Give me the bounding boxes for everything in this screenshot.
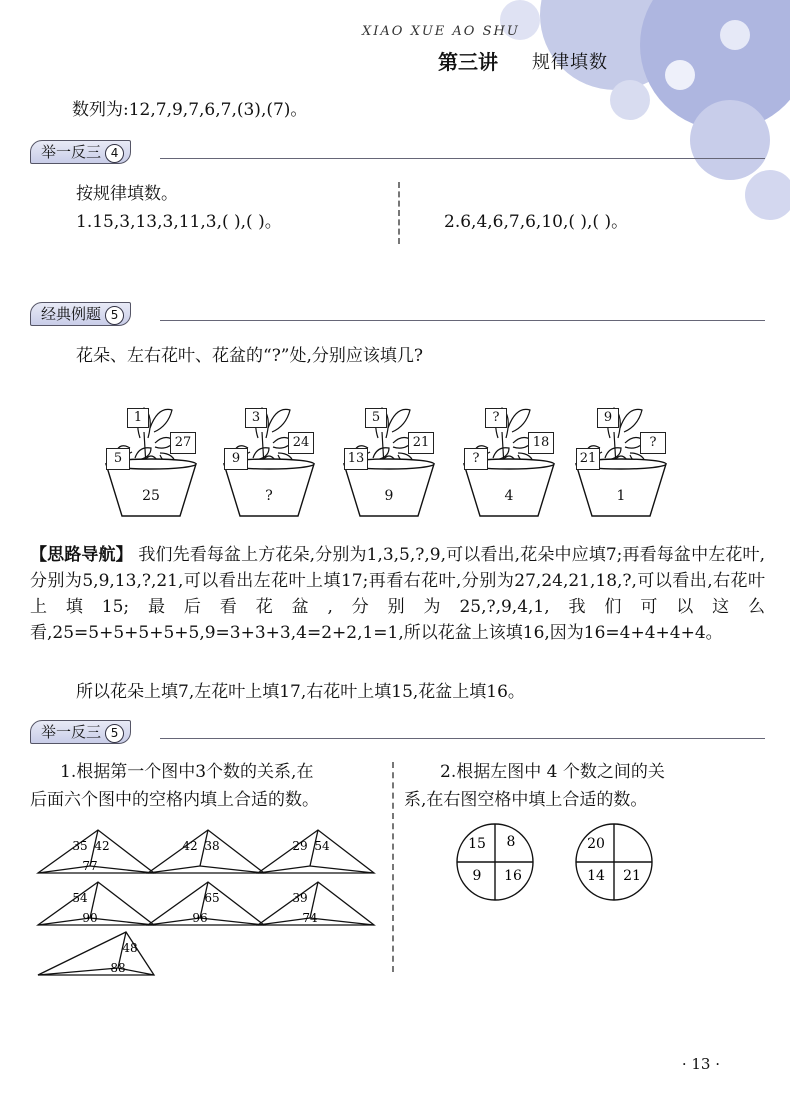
practice-tag-4 <box>30 140 131 164</box>
analysis-text: 我们先看每盆上方花朵,分别为1,3,5,?,9,可以看出,花朵中应填7;再看每盆中左花叶,分别为5,9,13,?,21,可以看出左花叶上填17;再看右花叶,分别为27,24,21,18,?,可以看出,右花叶上填15;最后看花盆,分别为25,?,9,4,1,我们可以这么看,25=5+5+5+5+5,9=3+3+3,4=2+2,1=1,所以花盆上该填16,因为16=4+4+4+4。 <box>30 545 766 643</box>
triangle-number: 42 <box>94 839 110 853</box>
triangle-figure <box>256 828 376 876</box>
right-leaf-number: 27 <box>170 432 196 454</box>
number-circle <box>455 822 535 902</box>
triangle-number: 42 <box>182 839 198 853</box>
triangle-number: 65 <box>204 891 220 905</box>
lecture-topic: 规律填数 <box>532 52 608 73</box>
left-leaf-number: 13 <box>344 448 368 470</box>
analysis-label: 【思路导航】 <box>30 545 133 565</box>
practice-tag-5 <box>30 720 131 744</box>
triangle-number: 96 <box>192 911 208 925</box>
left-leaf-number: 5 <box>106 448 130 470</box>
triangle-number: 39 <box>292 891 308 905</box>
pot-number: 25 <box>142 488 160 504</box>
pot-number: 9 <box>384 488 394 504</box>
triangle-number: 90 <box>82 911 98 925</box>
analysis-conclusion: 所以花朵上填7,左花叶上填17,右花叶上填15,花盆上填16。 <box>76 682 525 702</box>
divider <box>160 738 765 739</box>
circle-number: 15 <box>468 836 486 852</box>
circle-number: 21 <box>623 868 641 884</box>
flower-number: 3 <box>245 408 267 428</box>
flower-number: 1 <box>127 408 149 428</box>
left-leaf-number: ? <box>464 448 488 470</box>
example-tag-5 <box>30 302 131 326</box>
right-leaf-number: 18 <box>528 432 554 454</box>
practice4-intro: 按规律填数。 <box>76 184 178 204</box>
triangle-number: 35 <box>72 839 88 853</box>
triangle-figure <box>36 828 156 876</box>
example-question: 花朵、左右花叶、花盆的“?”处,分别应该填几? <box>76 346 424 366</box>
flower-number: 9 <box>597 408 619 428</box>
triangle-number: 48 <box>122 941 138 955</box>
circle-number: 9 <box>472 868 482 884</box>
right-leaf-number: 21 <box>408 432 434 454</box>
triangle-number: 77 <box>82 859 98 873</box>
right-leaf-number: 24 <box>288 432 314 454</box>
triangle-figure <box>36 880 156 928</box>
triangle-figure <box>146 828 266 876</box>
pot-number: ? <box>265 488 273 504</box>
triangle-figure <box>36 930 156 978</box>
circle-number: 14 <box>587 868 605 884</box>
practice5-q2-line1: 2.根据左图中 4 个数之间的关 <box>440 762 665 782</box>
triangle-number: 88 <box>110 961 126 975</box>
example-tag-label: 经典例题 <box>41 305 102 323</box>
triangle-number: 29 <box>292 839 308 853</box>
flower-number: ? <box>485 408 507 428</box>
triangle-number: 54 <box>314 839 330 853</box>
divider <box>160 158 765 159</box>
triangle-number: 74 <box>302 911 318 925</box>
practice5-q1-line1: 1.根据第一个图中3个数的关系,在 <box>60 762 314 782</box>
analysis-paragraph <box>30 542 765 646</box>
circle-number: 20 <box>587 836 605 852</box>
practice5-q1-line2: 后面六个图中的空格内填上合适的数。 <box>30 790 319 810</box>
circle-number: 8 <box>506 834 516 850</box>
right-leaf-number: ? <box>640 432 666 454</box>
circle-number: 16 <box>504 868 522 884</box>
column-separator <box>398 182 400 244</box>
pot-number: 4 <box>504 488 514 504</box>
practice-tag-number: 4 <box>105 144 124 163</box>
practice-tag-number: 5 <box>105 724 124 743</box>
number-circle <box>574 822 654 902</box>
practice4-question-1: 1.15,3,13,3,11,3,( ),( )。 <box>76 212 282 232</box>
practice4-question-2: 2.6,4,6,7,6,10,( ),( )。 <box>444 212 629 232</box>
left-leaf-number: 9 <box>224 448 248 470</box>
lecture-number: 第三讲 <box>438 50 498 74</box>
example-tag-number: 5 <box>105 306 124 325</box>
column-separator <box>392 762 394 972</box>
triangle-figure <box>146 880 266 928</box>
practice-tag-label: 举一反三 <box>41 723 102 741</box>
sequence-answer: 数列为:12,7,9,7,6,7,(3),(7)。 <box>72 100 308 120</box>
pot-number: 1 <box>616 488 626 504</box>
left-leaf-number: 21 <box>576 448 600 470</box>
header-latin: XIAO XUE AO SHU <box>362 24 520 39</box>
flower-number: 5 <box>365 408 387 428</box>
practice5-q2-line2: 系,在右图空格中填上合适的数。 <box>404 790 648 810</box>
page-number: · 13 · <box>681 1055 720 1073</box>
divider <box>160 320 765 321</box>
triangle-figure <box>256 880 376 928</box>
practice-tag-label: 举一反三 <box>41 143 102 161</box>
triangle-number: 54 <box>72 891 88 905</box>
triangle-number: 38 <box>204 839 220 853</box>
